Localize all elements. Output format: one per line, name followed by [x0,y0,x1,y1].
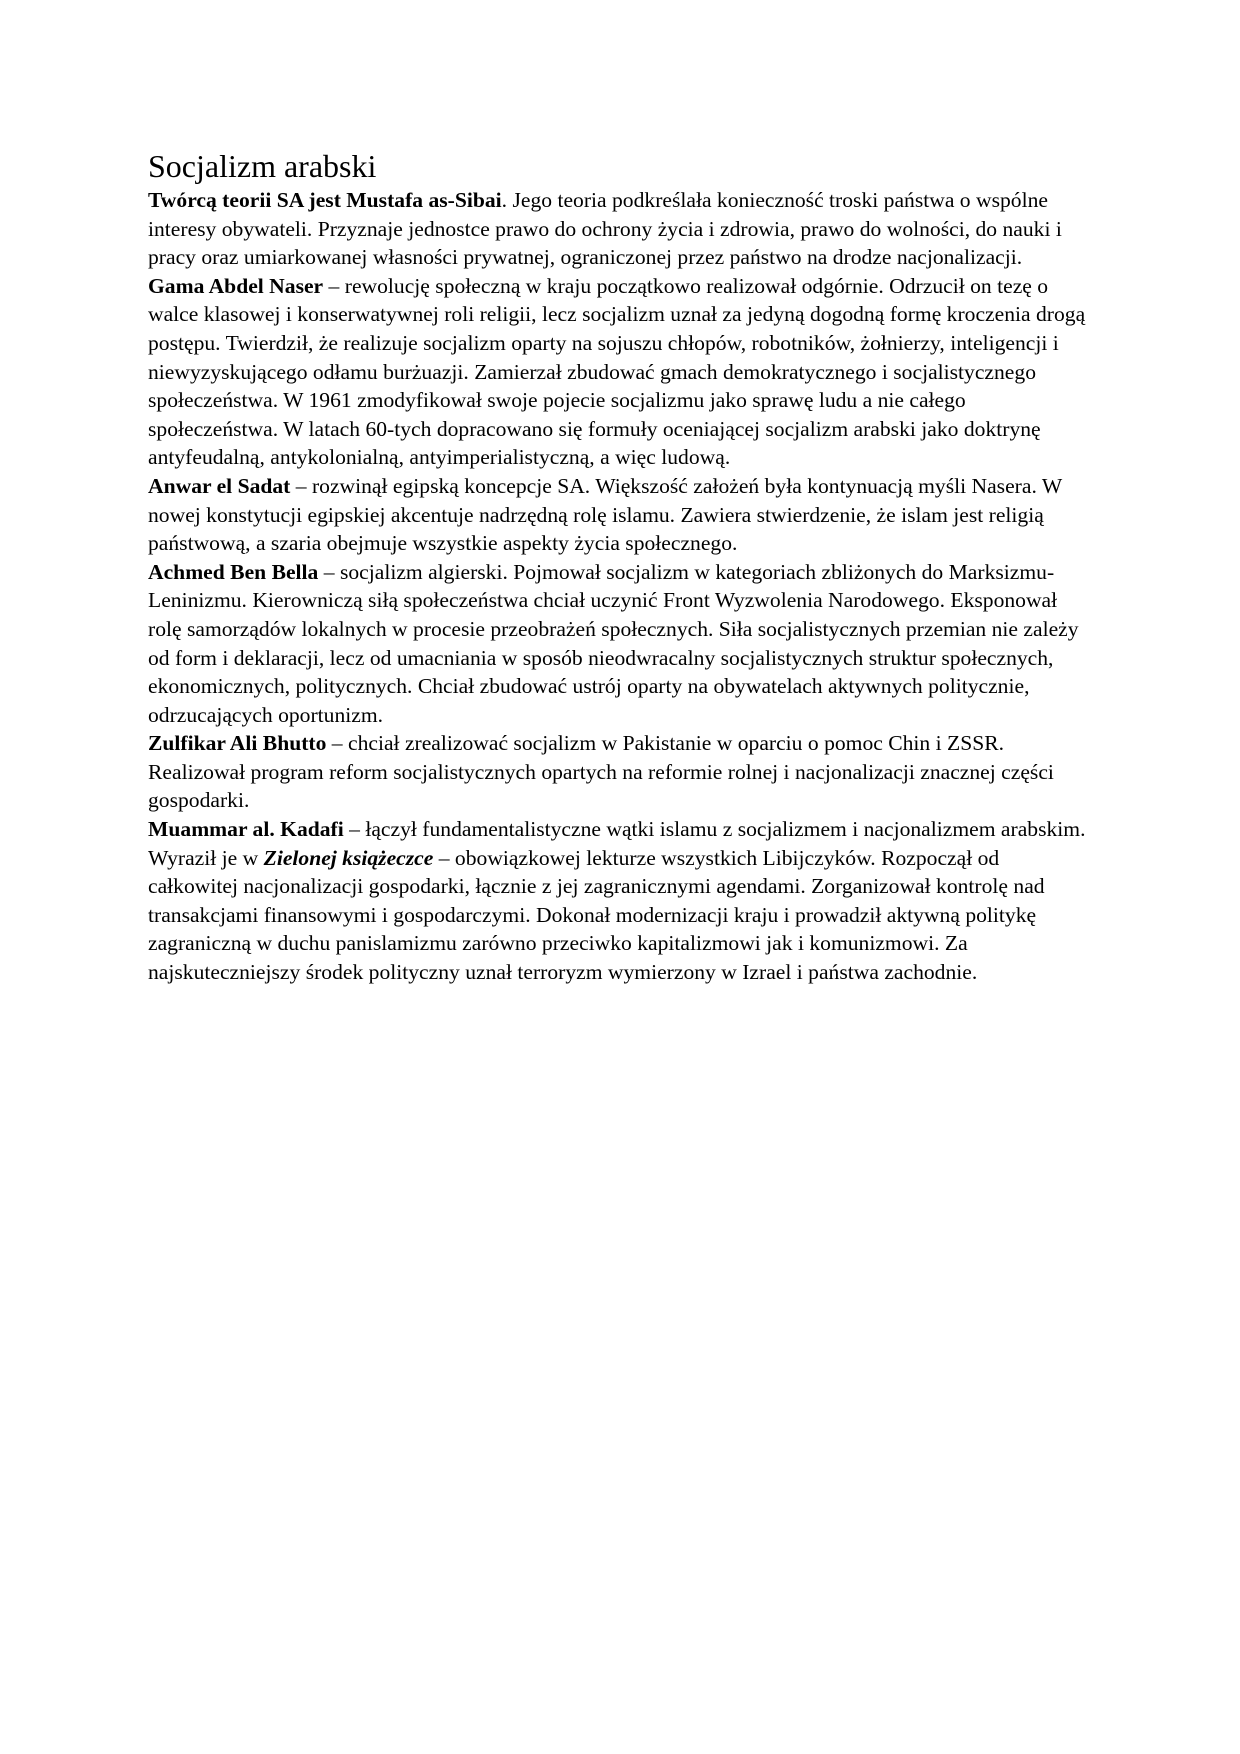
document-body [148,146,1093,987]
paragraph-text: – rozwinął egipską koncepcje SA. Większość założeń była kontynuacją myśli Nasera. W nowej konstytucji egipskiej akcentuje nadrzędną rolę islamu. Zawiera stwierdzenie, że islam jest religią państwową, a szaria obejmuje wszystkie aspekty życia społecznego. [148,473,1062,556]
paragraph-sadat [148,472,1093,558]
paragraph-lead: Muammar al. Kadafi [148,817,344,842]
paragraph-naser [148,272,1093,472]
paragraph-lead: Anwar el Sadat [148,473,291,498]
paragraph-text: – rewolucję społeczną w kraju początkowo realizował odgórnie. Odrzucił on tezę o walce klasowej i konserwatywnej roli religii, lecz socjalizm uznał za jedyną dogodną formę kroczenia drogą postępu. Twierdził, że realizuje socjalizm oparty na sojuszu chłopów, robotników, żołnierzy, inteligencji i niewyzyskującego odłamu burżuazji. Zamierzał zbudować gmach demokratycznego i socjalistycznego społeczeństwa. W 1961 zmodyfikował swoje pojecie socjalizmu jako sprawę ludu a nie całego społeczeństwa. W latach 60-tych dopracowano się formuły oceniającej socjalizm arabski jako doktrynę antyfeudalną, antykolonialną, antyimperialistyczną, a więc ludową. [148,273,1086,470]
paragraph-text: . Jego teoria podkreślała konieczność troski państwa o wspólne interesy obywateli. Przyznaje jednostce prawo do ochrony życia i zdrowia, prawo do wolności, do nauki i pracy oraz umiarkowanej własności prywatnej, ograniczonej przez państwo na drodze nacjonalizacji. [148,188,1062,270]
paragraph-ben-bella [148,558,1093,730]
paragraph-lead: Twórcą teorii SA jest Mustafa as-Sibai [148,188,502,212]
paragraph-text: – chciał zrealizować socjalizm w Pakistanie w oparciu o pomoc Chin i ZSSR. Realizował program reform socjalistycznych opartych na reformie rolnej i nacjonalizacji znacznej części gospodarki. [148,731,1054,813]
paragraph-lead: Gama Abdel Naser [148,273,324,298]
paragraph-bhutto [148,729,1093,815]
paragraph-lead: Achmed Ben Bella [148,559,319,584]
book-title: Zielonej książeczce [263,845,434,870]
paragraph-lead: Zulfikar Ali Bhutto [148,731,327,756]
paragraph-text-continued: – obowiązkowej lekturze wszystkich Libijczyków. Rozpoczął od całkowitej nacjonalizacji gospodarki, łącznie z jej zagranicznymi agendami. Zorganizował kontrolę nad transakcjami finansowymi i gospodarczymi. Dokonał modernizacji kraju i prowadził aktywną politykę zagraniczną w duchu panislamizmu zarówno przeciwko kapitalizmowi jak i komunizmowi. Za najskuteczniejszy środek polityczny uznał terroryzm wymierzony w Izrael i państwa zachodnie. [148,845,1045,985]
document-title: Socjalizm arabski [148,148,377,184]
paragraph-kadafi [148,815,1093,987]
paragraph-text: – łączył fundamentalistyczne wątki islamu z socjalizmem i nacjonalizmem arabskim. Wyraził je w [148,817,1086,870]
paragraph-text: – socjalizm algierski. Pojmował socjalizm w kategoriach zbliżonych do Marksizmu-Leninizmu. Kierowniczą siłą społeczeństwa chciał uczynić Front Wyzwolenia Narodowego. Eksponował rolę samorządów lokalnych w procesie przeobrażeń społecznych. Siła socjalistycznych przemian nie zależy od form i deklaracji, lecz od umacniania w sposób nieodwracalny socjalistycznych struktur społecznych, ekonomicznych, politycznych. Chciał zbudować ustrój oparty na obywatelach aktywnych politycznie, odrzucających oportunizm. [148,559,1079,727]
paragraph-as-sibai [148,186,1093,272]
